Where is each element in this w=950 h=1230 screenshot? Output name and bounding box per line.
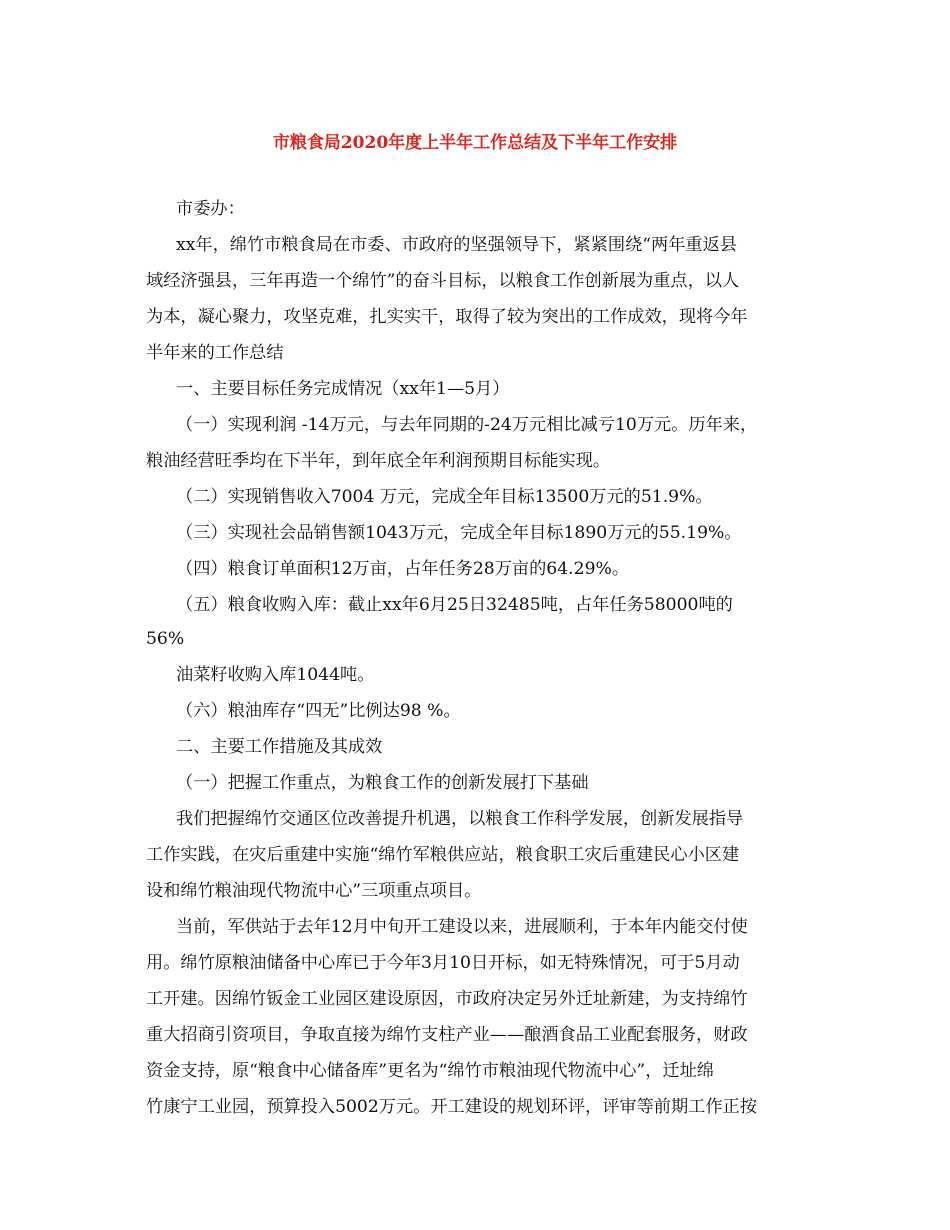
section-heading: 一、主要目标任务完成情况（xx年1—5月） — [176, 379, 510, 399]
paragraph-line: 工作实践，在灾后重建中实施“绵竹军粮供应站，粮食职工灾后重建民心小区建 — [146, 845, 740, 865]
paragraph-line: 粮油经营旺季均在下半年，到年底全年利润预期目标能实现。 — [146, 451, 611, 471]
paragraph-line: 为本，凝心聚力，攻坚克难，扎实实干，取得了较为突出的工作成效，现将今年 — [146, 307, 748, 327]
paragraph-line: 半年来的工作总结 — [146, 343, 284, 363]
paragraph-line: （三）实现社会品销售额1043万元，完成全年目标1890万元的55.19%。 — [176, 523, 742, 543]
paragraph-line: 设和绵竹粮油现代物流中心”三项重点项目。 — [146, 881, 482, 901]
paragraph-line: 竹康宁工业园，预算投入5002万元。开工建设的规划环评，评审等前期工作正按 — [146, 1097, 757, 1117]
salutation: 市委办： — [176, 199, 245, 219]
subsection-heading: （一）把握工作重点，为粮食工作的创新发展打下基础 — [176, 773, 589, 793]
paragraph-line: 我们把握绵竹交通区位改善提升机遇，以粮食工作科学发展，创新发展指导 — [176, 809, 744, 829]
paragraph-line: （四）粮食订单面积12万亩，占年任务28万亩的64.29%。 — [176, 559, 630, 579]
paragraph-line: （六）粮油库存“四无”比例达98 %。 — [176, 701, 461, 721]
paragraph-line: 56% — [146, 629, 185, 649]
paragraph-line: （一）实现利润 -14万元，与去年同期的-24万元相比减亏10万元。历年来， — [176, 415, 758, 435]
paragraph-line: 资金支持，原“粮食中心储备库”更名为“绵竹市粮油现代物流中心”，迁址绵 — [146, 1061, 714, 1081]
paragraph-line: 重大招商引资项目，争取直接为绵竹支柱产业——酿酒食品工业配套服务，财政 — [146, 1025, 748, 1045]
section-heading: 二、主要工作措施及其成效 — [176, 737, 383, 757]
paragraph-line: 用。绵竹原粮油储备中心库已于今年3月10日开标，如无特殊情况，可于5月动 — [146, 953, 740, 973]
paragraph-line: 域经济强县，三年再造一个绵竹”的奋斗目标，以粮食工作创新展为重点，以人 — [146, 271, 740, 291]
paragraph-line: xx年，绵竹市粮食局在市委、市政府的坚强领导下，紧紧围绕“两年重返县 — [176, 235, 737, 255]
paragraph-line: 工开建。因绵竹钣金工业园区建设原因，市政府决定另外迁址新建，为支持绵竹 — [146, 989, 748, 1009]
paragraph-line: 当前，军供站于去年12月中旬开工建设以来，进展顺利，于本年内能交付使 — [176, 917, 748, 937]
paragraph-line: （二）实现销售收入7004 万元，完成全年目标13500万元的51.9%。 — [176, 487, 713, 507]
paragraph-line: 油菜籽收购入库1044吨。 — [176, 665, 375, 685]
document-title: 市粮食局2020年度上半年工作总结及下半年工作安排 — [272, 133, 678, 153]
paragraph-line: （五）粮食收购入库：截止xx年6月25日32485吨，占年任务58000吨的 — [176, 595, 733, 615]
